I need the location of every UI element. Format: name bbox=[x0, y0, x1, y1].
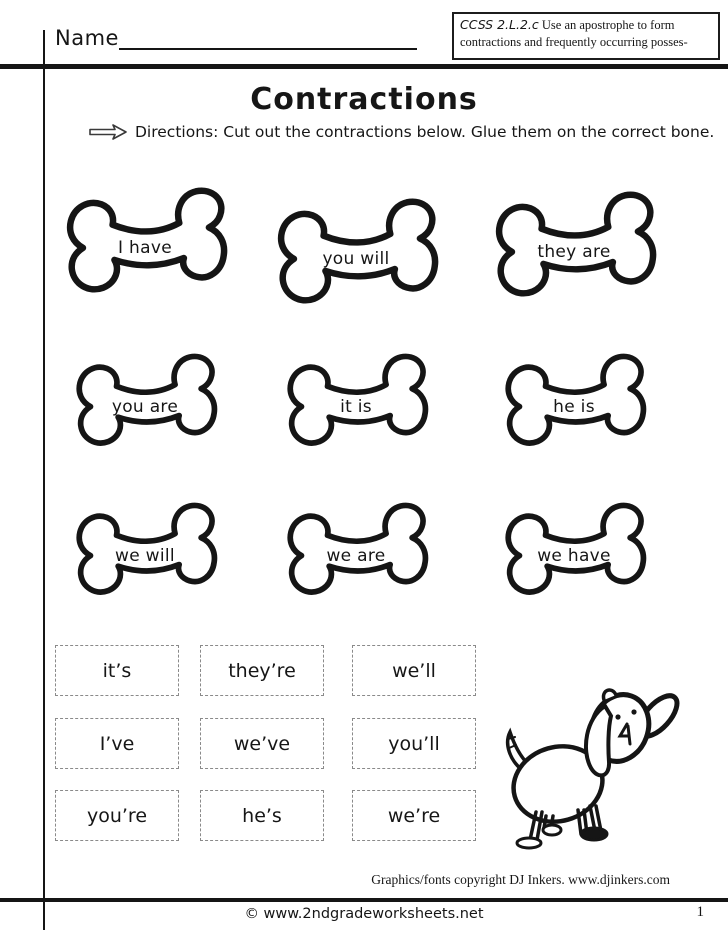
bone-label: you are bbox=[111, 396, 179, 417]
contraction-card: we’ve bbox=[200, 718, 324, 769]
bone-label: it is bbox=[340, 396, 372, 417]
bone-label: we have bbox=[537, 545, 611, 566]
bone-label: we are bbox=[326, 545, 386, 566]
directions-row bbox=[88, 123, 714, 141]
bone bbox=[268, 187, 444, 327]
bone bbox=[268, 344, 444, 466]
name-blank-line bbox=[119, 24, 417, 50]
credits-line: Graphics/fonts copyright DJ Inkers. www.djinkers.com bbox=[371, 872, 670, 887]
bone-label: we will bbox=[115, 545, 175, 566]
header-divider-rule bbox=[0, 64, 728, 69]
bone bbox=[57, 344, 233, 466]
bone-label: they are bbox=[537, 241, 611, 262]
bone bbox=[486, 344, 662, 466]
left-margin-rule bbox=[43, 30, 45, 930]
contraction-card: he’s bbox=[200, 790, 324, 841]
dog-illustration-icon bbox=[498, 684, 703, 854]
contraction-card: I’ve bbox=[55, 718, 179, 769]
name-label: Name bbox=[55, 26, 119, 50]
contraction-card: they’re bbox=[200, 645, 324, 696]
bone-label: I have bbox=[118, 237, 172, 258]
page-title: Contractions bbox=[250, 82, 478, 117]
contraction-card: you’re bbox=[55, 790, 179, 841]
contraction-card: we’re bbox=[352, 790, 476, 841]
contraction-card: you’ll bbox=[352, 718, 476, 769]
bone-label: you will bbox=[322, 248, 390, 269]
page-number: 1 bbox=[696, 904, 704, 920]
directions-text: Directions: Cut out the contractions below. Glue them on the correct bone. bbox=[135, 123, 715, 141]
footer-divider-rule bbox=[0, 898, 728, 902]
bone bbox=[57, 493, 233, 615]
bone bbox=[268, 493, 444, 615]
bone bbox=[486, 493, 662, 615]
bone bbox=[486, 180, 662, 320]
ccss-code: CCSS 2.L.2.c bbox=[460, 17, 539, 32]
bone bbox=[57, 176, 233, 316]
ccss-text: Use an apostrophe to form contractions and frequently occurring posses- bbox=[460, 18, 688, 49]
bone-label: he is bbox=[553, 396, 595, 417]
name-row bbox=[55, 24, 417, 50]
contraction-card: it’s bbox=[55, 645, 179, 696]
contraction-card: we’ll bbox=[352, 645, 476, 696]
ccss-standard-box bbox=[452, 12, 720, 60]
footer-site: © www.2ndgradeworksheets.net bbox=[244, 906, 484, 922]
right-arrow-icon bbox=[88, 123, 128, 141]
